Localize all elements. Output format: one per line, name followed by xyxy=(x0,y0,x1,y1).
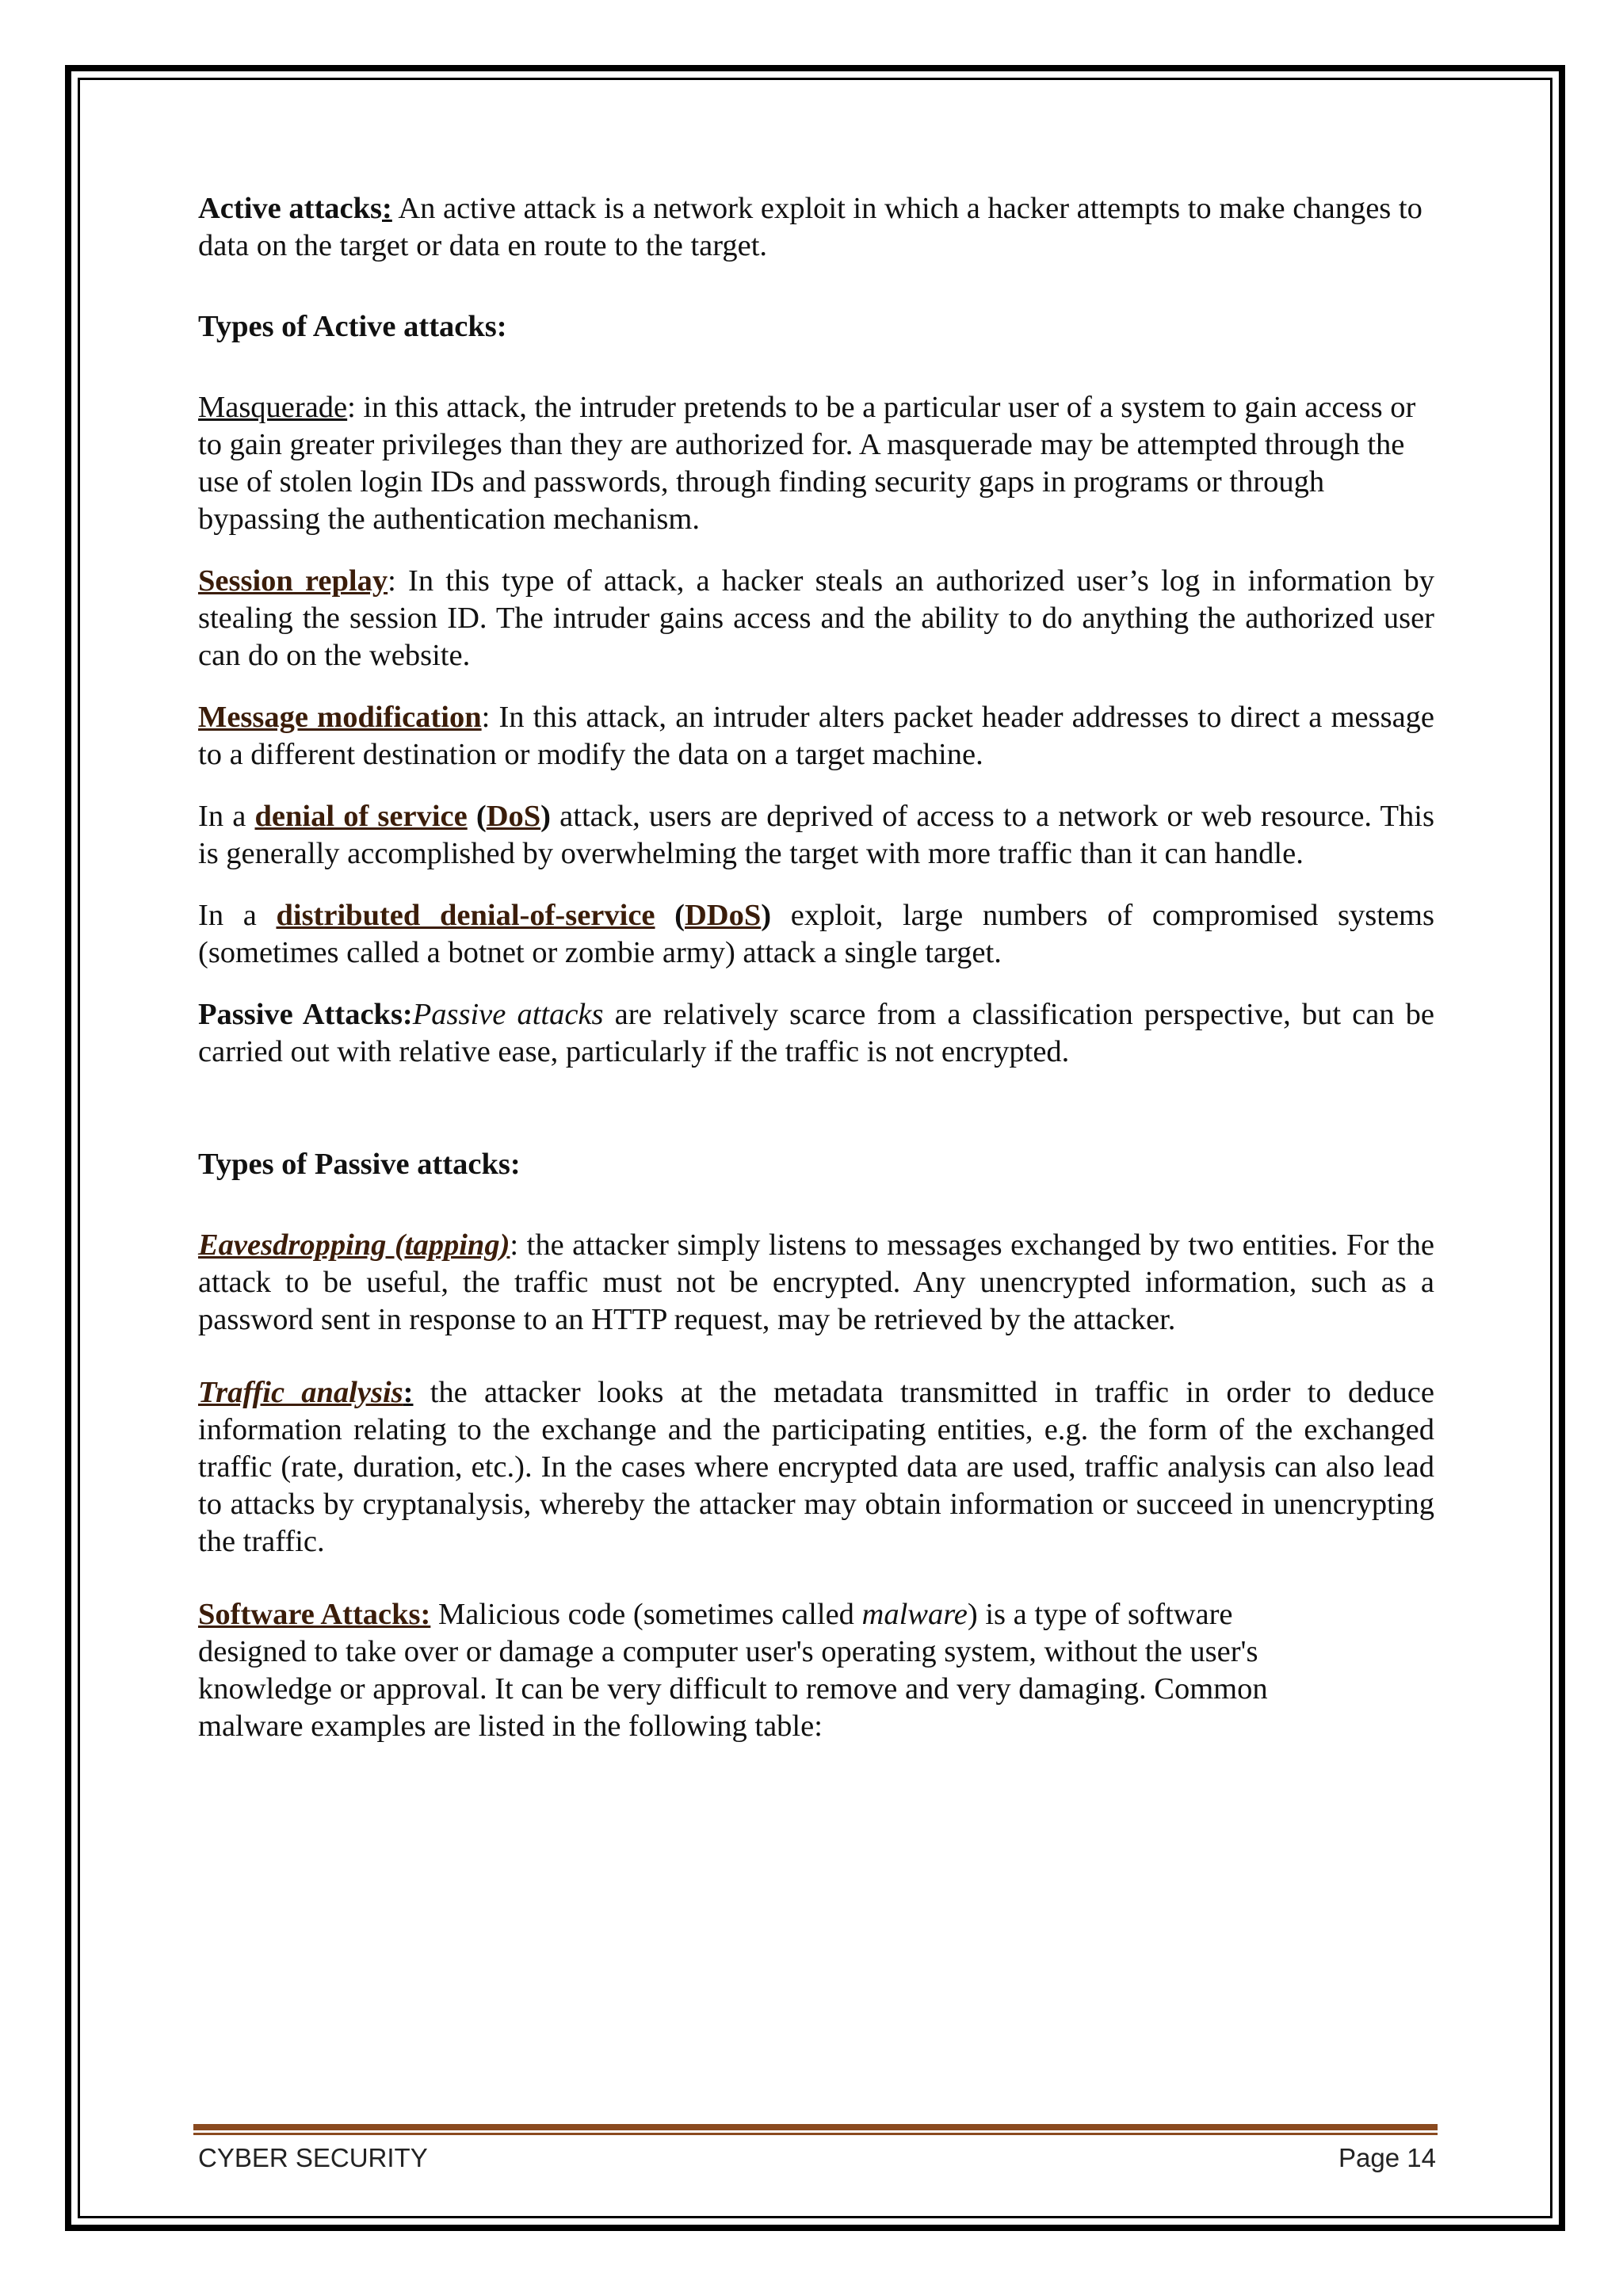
active-attacks-colon: : xyxy=(382,192,392,225)
ddos-term: distributed denial-of-service xyxy=(276,899,655,932)
ddos-abbr: DDoS xyxy=(685,899,762,932)
passive-attacks-paragraph xyxy=(198,996,1434,1071)
active-attacks-paragraph xyxy=(198,190,1434,265)
session-replay-term: Session replay xyxy=(198,564,388,598)
eavesdropping-text: : the attacker simply listens to messages exchanged by two entities. For the attack to be useful, the traffic must not be encrypted. Any unencrypted information, such as a password sent in response to an HTTP request, may be retrieved by the attacker. xyxy=(198,1228,1434,1336)
traffic-analysis-term: Traffic analysis xyxy=(198,1376,403,1409)
types-active-heading: Types of Active attacks: xyxy=(198,310,507,343)
traffic-analysis-colon: : xyxy=(403,1376,414,1409)
traffic-analysis-paragraph xyxy=(198,1374,1434,1561)
session-replay-text: : In this type of attack, a hacker steals an authorized user’s log in information by stealing the session ID. The intruder gains access and the ability to do anything the authorized user can do on the website. xyxy=(198,564,1434,672)
ddos-open-paren: ( xyxy=(655,899,685,932)
message-modification-text: : In this attack, an intruder alters packet header addresses to direct a message to a different destination or modify the data on a target machine. xyxy=(198,701,1434,771)
dos-prefix: In a xyxy=(198,800,255,833)
software-attacks-label: Software Attacks: xyxy=(198,1598,431,1631)
ddos-close-paren: ) xyxy=(761,899,772,932)
footer-rule-thick xyxy=(193,2124,1438,2130)
message-modification-paragraph xyxy=(198,699,1434,774)
session-replay-paragraph xyxy=(198,563,1434,674)
software-attacks-paragraph xyxy=(198,1596,1339,1745)
dos-term: denial of service xyxy=(254,800,468,833)
ddos-text: exploit, large numbers of compromised systems (sometimes called a botnet or zombie army) attack a single target. xyxy=(198,899,1434,969)
masquerade-paragraph xyxy=(198,389,1434,538)
passive-attacks-italic: Passive attacks xyxy=(412,998,604,1031)
ddos-prefix: In a xyxy=(198,899,277,932)
footer-title: CYBER SECURITY xyxy=(198,2143,428,2172)
software-attacks-text-1: Malicious code (sometimes called xyxy=(430,1598,862,1631)
malware-italic: malware xyxy=(861,1598,968,1631)
passive-attacks-text: are relatively scarce from a classification perspective, but can be carried out with relative ease, particularly if the traffic is not encrypted. xyxy=(198,998,1434,1068)
masquerade-text: : in this attack, the intruder pretends to be a particular user of a system to gain access or to gain greater privileges than they are authorized for. A masquerade may be attempted through the use of stolen login IDs and passwords, through finding security gaps in programs or through bypassing the authentication mechanism. xyxy=(198,391,1416,536)
eavesdropping-term: Eavesdropping (tapping) xyxy=(198,1228,510,1262)
ddos-paragraph xyxy=(198,897,1434,972)
dos-paragraph xyxy=(198,798,1434,873)
page-number: Page 14 xyxy=(1338,2143,1436,2172)
dos-text: attack, users are deprived of access to a network or web resource. This is generally accomplished by overwhelming the target with more traffic than it can handle. xyxy=(198,800,1434,870)
page-content xyxy=(198,190,1434,1745)
masquerade-term: Masquerade xyxy=(198,391,348,424)
types-passive-heading: Types of Passive attacks: xyxy=(198,1148,521,1181)
footer-rule-thin xyxy=(193,2133,1438,2135)
software-attacks-text-2: ) is a type of software designed to take over or damage a computer user's operating system, without the user's knowledge or approval. It can be very difficult to remove and very damaging. Common malware examples are listed in the following table: xyxy=(198,1598,1268,1743)
eavesdropping-paragraph xyxy=(198,1227,1434,1339)
dos-abbr: DoS xyxy=(486,800,541,833)
active-attacks-label: Active attacks xyxy=(198,192,382,225)
traffic-analysis-text: the attacker looks at the metadata transmitted in traffic in order to deduce information relating to the exchange and the participating entities, e.g. the form of the exchanged traffic (rate, duration, etc.). In the cases where encrypted data are used, traffic analysis can also lead to attacks by cryptanalysis, whereby the attacker may obtain information or succeed in unencrypting the traffic. xyxy=(198,1376,1434,1558)
dos-close-paren: ) xyxy=(540,800,551,833)
message-modification-term: Message modification xyxy=(198,701,482,734)
dos-open-paren: ( xyxy=(467,800,487,833)
passive-attacks-label: Passive Attacks: xyxy=(198,998,413,1031)
active-attacks-text: An active attack is a network exploit in which a hacker attempts to make changes to data on the target or data en route to the target. xyxy=(198,192,1423,262)
